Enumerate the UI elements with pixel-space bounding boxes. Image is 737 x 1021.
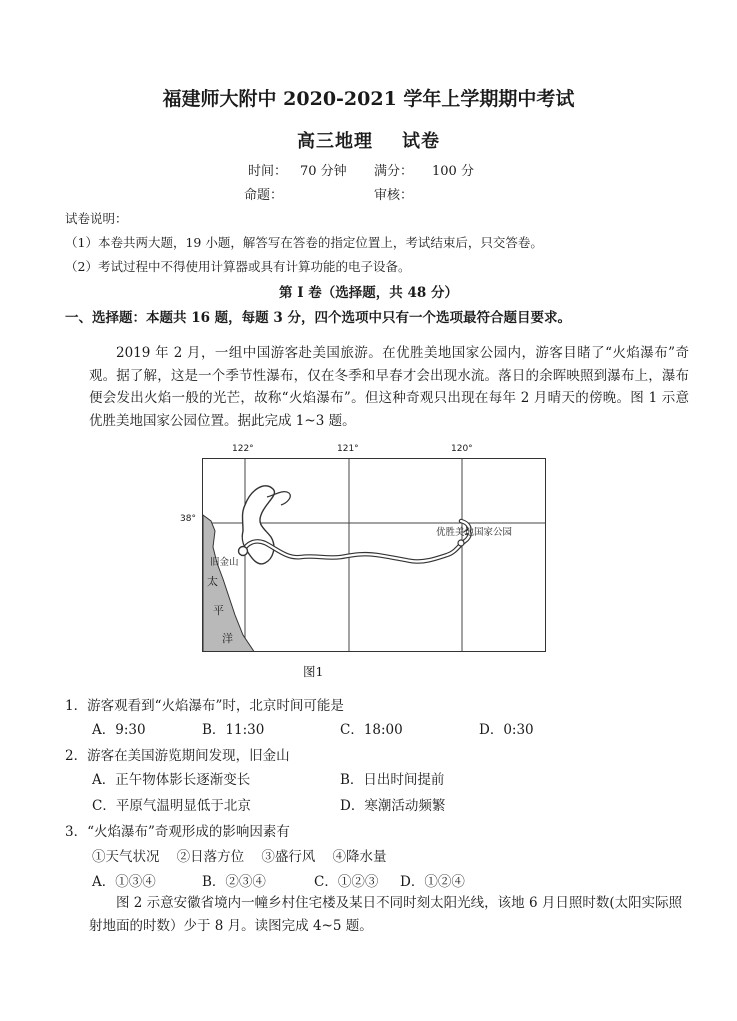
q1-option-d: D．0:30: [479, 722, 534, 738]
instructions-heading: 试卷说明：: [65, 211, 128, 226]
reviewer-label: 审核：: [374, 188, 414, 203]
lon-label-121: 121°: [337, 444, 359, 454]
question-2-stem: 2．游客在美国游览期间发现，旧金山: [65, 748, 290, 764]
score-value: 100 分: [432, 164, 474, 179]
ocean-char-1: 太: [207, 575, 218, 588]
city-marker: [239, 547, 248, 556]
question-1-stem: 1．游客观看到“火焰瀑布”时，北京时间可能是: [65, 698, 344, 714]
time-value: 70 分钟: [300, 164, 347, 179]
instruction-item-2: （2）考试过程中不得使用计算器或具有计算功能的电子设备。: [65, 259, 411, 274]
q2-option-d: D．寒潮活动频繁: [340, 798, 446, 814]
figure-caption: 图1: [303, 664, 324, 679]
lat-label-38: 38°: [180, 514, 196, 524]
q1-option-a: A．9:30: [92, 722, 146, 738]
part-title: 一、选择题：本题共 16 题，每题 3 分，四个选项中只有一个选项最符合题目要求。: [65, 310, 571, 326]
q3-option-b: B．②③④: [202, 874, 266, 890]
q3-option-d: D．①②④: [400, 874, 465, 890]
ocean-char-2: 平: [213, 604, 224, 617]
q3-factors: ①天气状况 ②日落方位 ③盛行风 ④降水量: [92, 849, 387, 865]
ocean-char-3: 洋: [222, 632, 233, 645]
passage-1: 2019 年 2 月，一组中国游客赴美国旅游。在优胜美地国家公园内，游客目睹了“火焰瀑布”奇观。据了解，这是一个季节性瀑布，仅在冬季和早春才会出现水流。落日的余晖映照到瀑布上，瀑布便会发出火焰一般的光芒，故称“火焰瀑布”。但这种奇观只出现在每年 2 月晴天的傍晚。图 1 示意优胜美地国家公园位置。据此完成 1~3 题。: [89, 345, 689, 429]
q1-option-b: B．11:30: [202, 722, 265, 738]
instruction-item-1: （1）本卷共两大题，19 小题，解答写在答卷的指定位置上，考试结束后，只交答卷。: [65, 235, 543, 250]
park-marker: [458, 540, 464, 546]
passage-2: 图 2 示意安徽省境内一幢乡村住宅楼及某日不同时刻太阳光线，该地 6 月日照时数(太阳实际照射地面的时数）少于 8 月。读图完成 4~5 题。: [89, 895, 683, 934]
q1-option-c: C．18:00: [340, 722, 403, 738]
q3-option-a: A．①③④: [92, 874, 156, 890]
time-label: 时间：: [248, 164, 288, 179]
q2-option-c: C．平原气温明显低于北京: [92, 798, 251, 814]
lon-label-122: 122°: [232, 444, 254, 454]
author-label: 命题：: [244, 188, 284, 203]
lon-label-120: 120°: [451, 444, 473, 454]
map-graphic: [203, 459, 546, 652]
exam-title: 福建师大附中 2020-2021 学年上学期期中考试: [162, 88, 575, 110]
exam-subtitle: 高三地理 试卷: [296, 131, 441, 152]
park-label: 优胜美地国家公园: [436, 527, 513, 538]
score-label: 满分：: [374, 164, 414, 179]
q2-option-a: A．正午物体影长逐渐变长: [92, 772, 251, 788]
volume-title: 第 I 卷（选择题，共 48 分）: [279, 285, 458, 301]
location-map: [202, 458, 546, 652]
q2-option-b: B．日出时间提前: [340, 772, 445, 788]
city-label: 旧金山: [210, 557, 239, 568]
question-3-stem: 3．“火焰瀑布”奇观形成的影响因素有: [65, 824, 290, 840]
q3-option-c: C．①②③: [314, 874, 379, 890]
